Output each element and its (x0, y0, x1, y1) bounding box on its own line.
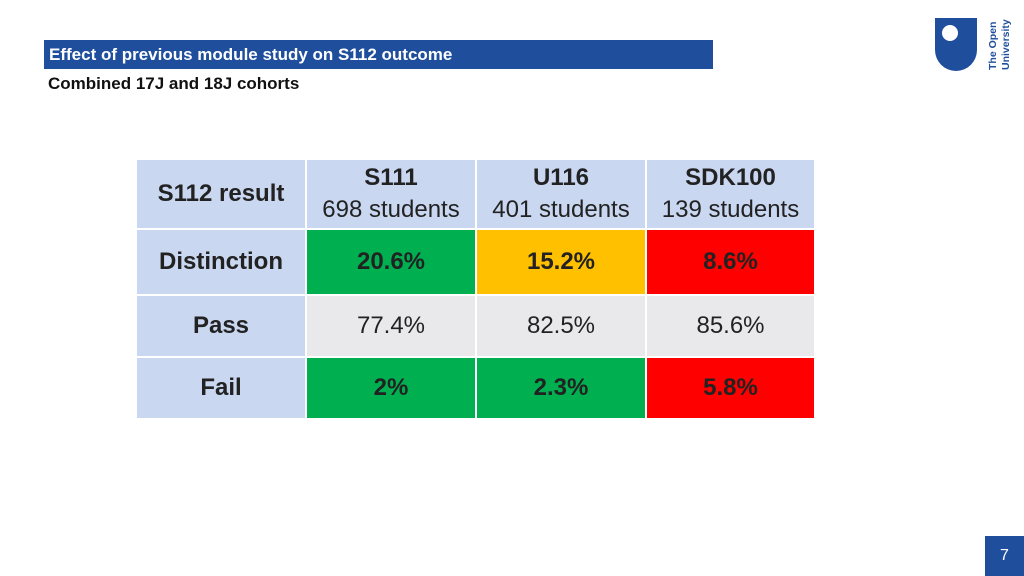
table-header-row (136, 159, 815, 229)
logo-dot (942, 25, 958, 41)
table-row-fail (136, 357, 815, 419)
cell-distinction-s111: 20.6% (306, 229, 476, 295)
cell-fail-s111: 2% (306, 357, 476, 419)
cell-pass-u116: 82.5% (476, 295, 646, 357)
cell-pass-s111: 77.4% (306, 295, 476, 357)
slide-title-bar (44, 40, 713, 69)
cell-pass-sdk100: 85.6% (646, 295, 815, 357)
table-row-distinction (136, 229, 815, 295)
column-module-label: SDK100 (685, 164, 776, 191)
column-header-u116 (476, 159, 646, 229)
open-university-wordmark (984, 16, 1012, 72)
row-label-distinction: Distinction (136, 229, 306, 295)
cell-fail-u116: 2.3% (476, 357, 646, 419)
cell-distinction-u116: 15.2% (476, 229, 646, 295)
column-header-sdk100 (646, 159, 815, 229)
corner-header-cell: S112 result (136, 159, 306, 229)
row-label-pass: Pass (136, 295, 306, 357)
results-table (135, 158, 816, 420)
page-number: 7 (985, 536, 1024, 576)
row-label-fail: Fail (136, 357, 306, 419)
slide-title: Effect of previous module study on S112 outcome (49, 44, 453, 64)
column-student-count: 698 students (322, 196, 460, 223)
column-module-label: U116 (532, 164, 590, 191)
logo-text-line1: The Open (987, 21, 999, 70)
slide-subtitle: Combined 17J and 18J cohorts (48, 74, 300, 93)
column-module-label: S111 (364, 164, 418, 191)
column-student-count: 139 students (661, 196, 800, 223)
table-row-pass (136, 295, 815, 357)
column-header-s111 (306, 159, 476, 229)
logo-text-line2: University (1000, 19, 1012, 70)
cell-fail-sdk100: 5.8% (646, 357, 815, 419)
column-student-count: 401 students (492, 196, 630, 223)
logo-shield-shape (935, 18, 977, 71)
cell-distinction-sdk100: 8.6% (646, 229, 815, 295)
